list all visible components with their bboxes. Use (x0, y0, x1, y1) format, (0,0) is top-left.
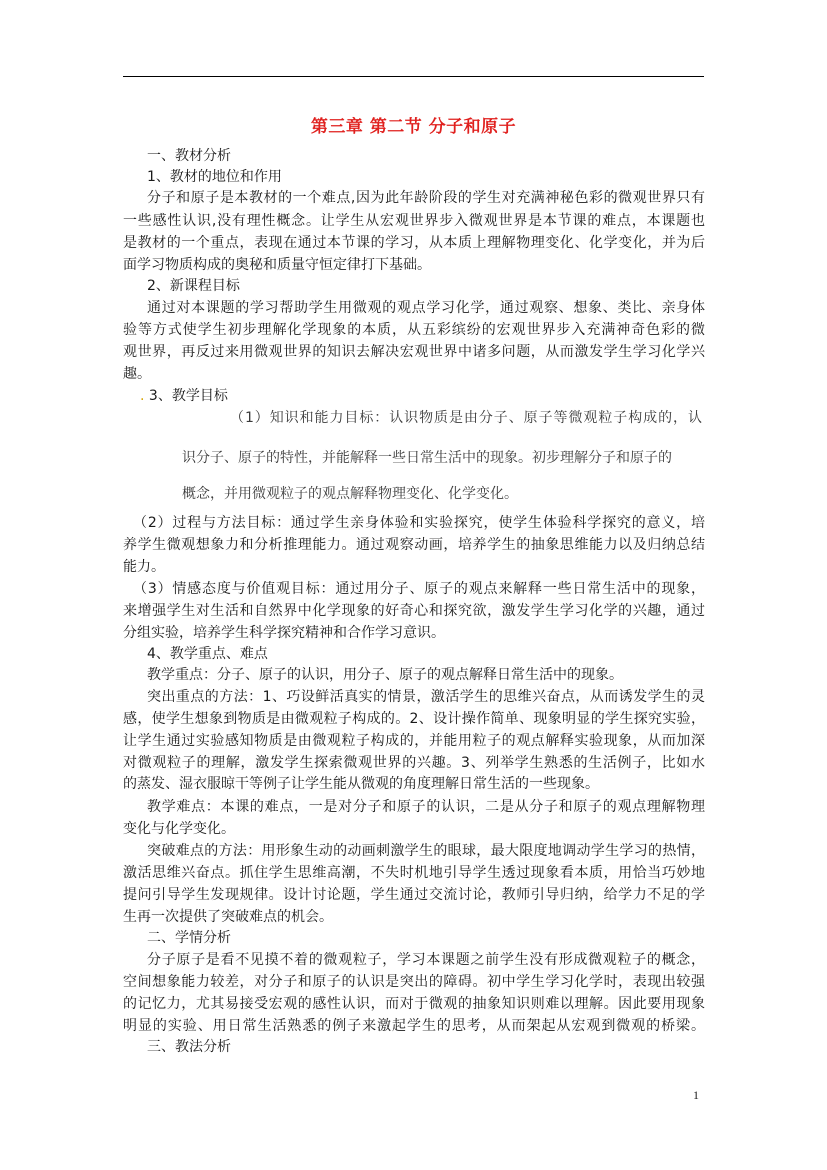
page-number: 1 (693, 1088, 699, 1102)
heading-textbook-analysis: 一、教材分析 (147, 148, 231, 164)
paragraph-line: 突破难点的方法：用形象生动的动画刺激学生的眼球，最大限度地调动学生学习的热情， (147, 843, 705, 859)
paragraph-line: 来增强学生对生活和自然界中化学现象的好奇心和探究欲，激发学生学习化学的兴趣，通过 (123, 603, 705, 619)
subheading-new-curriculum: 2、新课程目标 (147, 278, 240, 294)
paragraph-line: 养学生微观想象力和分析推理能力。通过观察动画，培养学生的抽象思维能力以及归纳总结 (123, 537, 705, 553)
paragraph-line: 分组实验，培养学生科学探究精神和合作学习意识。 (123, 625, 445, 641)
paragraph-line: 感，使学生想象到物质是由微观粒子构成的。2、设计操作简单、现象明显的学生探究实验， (123, 711, 705, 727)
paragraph-line: 让学生通过实验感知物质是由微观粒子构成的，并能用粒子的观点解释实验现象，从而加深 (123, 733, 705, 749)
paragraph-line: 激活思维兴奋点。抓住学生思维高潮，不失时机地引导学生透过现象看本质，用恰当巧妙地 (123, 865, 705, 881)
paragraph-line: 提问引导学生发现规律。设计讨论题，学生通过交流讨论，教师引导归纳，给学力不足的学 (123, 887, 705, 903)
paragraph-line: 生再一次提供了突破难点的机会。 (123, 909, 333, 925)
paragraph-line: 通过对本课题的学习帮助学生用微观的观点学习化学，通过观察、想象、类比、亲身体 (147, 300, 705, 316)
paragraph-line: 是教材的一个重点，表现在通过本节课的学习，从本质上理解物理变化、化学变化，并为后 (123, 235, 705, 251)
image-text-line: （1）知识和能力目标：认识物质是由分子、原子等微观粒子构成的，认 (230, 410, 702, 426)
paragraph-line: 对微观粒子的理解，激发学生探索微观世界的兴趣。3、列举学生熟悉的生活例子，比如水 (123, 755, 705, 771)
heading-student-analysis: 二、学情分析 (147, 930, 231, 946)
image-text-line: 识分子、原子的特性，并能解释一些日常生活中的现象。初步理解分子和原子的 (182, 450, 672, 466)
paragraph-line: 面学习物质构成的奥秘和质量守恒定律打下基础。 (123, 257, 431, 273)
page-title: 第三章 第二节 分子和原子 (310, 117, 517, 137)
paragraph-line: 明显的实验、用日常生活熟悉的例子来激起学生的思考，从而架起从宏观到微观的桥梁。 (123, 1018, 705, 1034)
subheading-key-points: 4、教学重点、难点 (147, 646, 268, 662)
paragraph-line: 一些感性认识,没有理性概念。让学生从宏观世界步入微观世界是本节课的难点，本课题也 (123, 213, 705, 229)
heading-method-analysis: 三、教法分析 (147, 1039, 231, 1055)
embedded-text-image (160, 405, 720, 510)
paragraph-line: 突出重点的方法：1、巧设鲜活真实的情景，激活学生的思维兴奋点，从而诱发学生的灵 (147, 689, 705, 705)
paragraph-line: 空间想象能力较差，对分子和原子的认识是突出的障碍。初中学生学习化学时，表现出较强 (123, 974, 705, 990)
subheading-label: 3、教学目标 (148, 388, 228, 404)
paragraph-line: 变化与化学变化。 (123, 821, 235, 837)
subheading-teaching-goals (140, 385, 228, 407)
paragraph-line: 趣。 (123, 366, 151, 382)
paragraph-line: 能力。 (123, 559, 165, 575)
image-text-line: 概念，并用微观粒子的观点解释物理变化、化学变化。 (182, 486, 518, 502)
paragraph-line: （3）情感态度与价值观目标：通过用分子、原子的观点来解释一些日常生活中的现象， (133, 581, 705, 597)
header-rule (123, 76, 704, 77)
paragraph-line: 验等方式使学生初步理解化学现象的本质，从五彩缤纷的宏观世界步入充满神奇色彩的微 (123, 322, 705, 338)
paragraph-line: 分子原子是看不见摸不着的微观粒子，学习本课题之前学生没有形成微观粒子的概念， (147, 952, 705, 968)
subheading-status: 1、教材的地位和作用 (147, 169, 282, 185)
paragraph-line: 的记忆力，尤其易接受宏观的感性认识，而对于微观的抽象知识则难以理解。因此要用现象 (123, 996, 705, 1012)
paragraph-line: 分子和原子是本教材的一个难点,因为此年龄阶段的学生对充满神秘色彩的微观世界只有 (147, 190, 705, 206)
paragraph-line: 教学难点：本课的难点，一是对分子和原子的认识，二是从分子和原子的观点理解物理 (147, 799, 705, 815)
paragraph-line: 教学重点：分子、原子的认识，用分子、原子的观点解释日常生活中的现象。 (147, 667, 623, 683)
paragraph-line: （2）过程与方法目标：通过学生亲身体验和实验探究，使学生体验科学探究的意义，培 (133, 515, 705, 531)
paragraph-line: 观世界，再反过来用微观世界的知识去解决宏观世界中诸多问题，从而激发学生学习化学兴 (123, 344, 705, 360)
marker-dot: . (140, 388, 145, 404)
paragraph-line: 的蒸发、湿衣服晾干等例子让学生能从微观的角度理解日常生活的一些现象。 (123, 776, 599, 792)
